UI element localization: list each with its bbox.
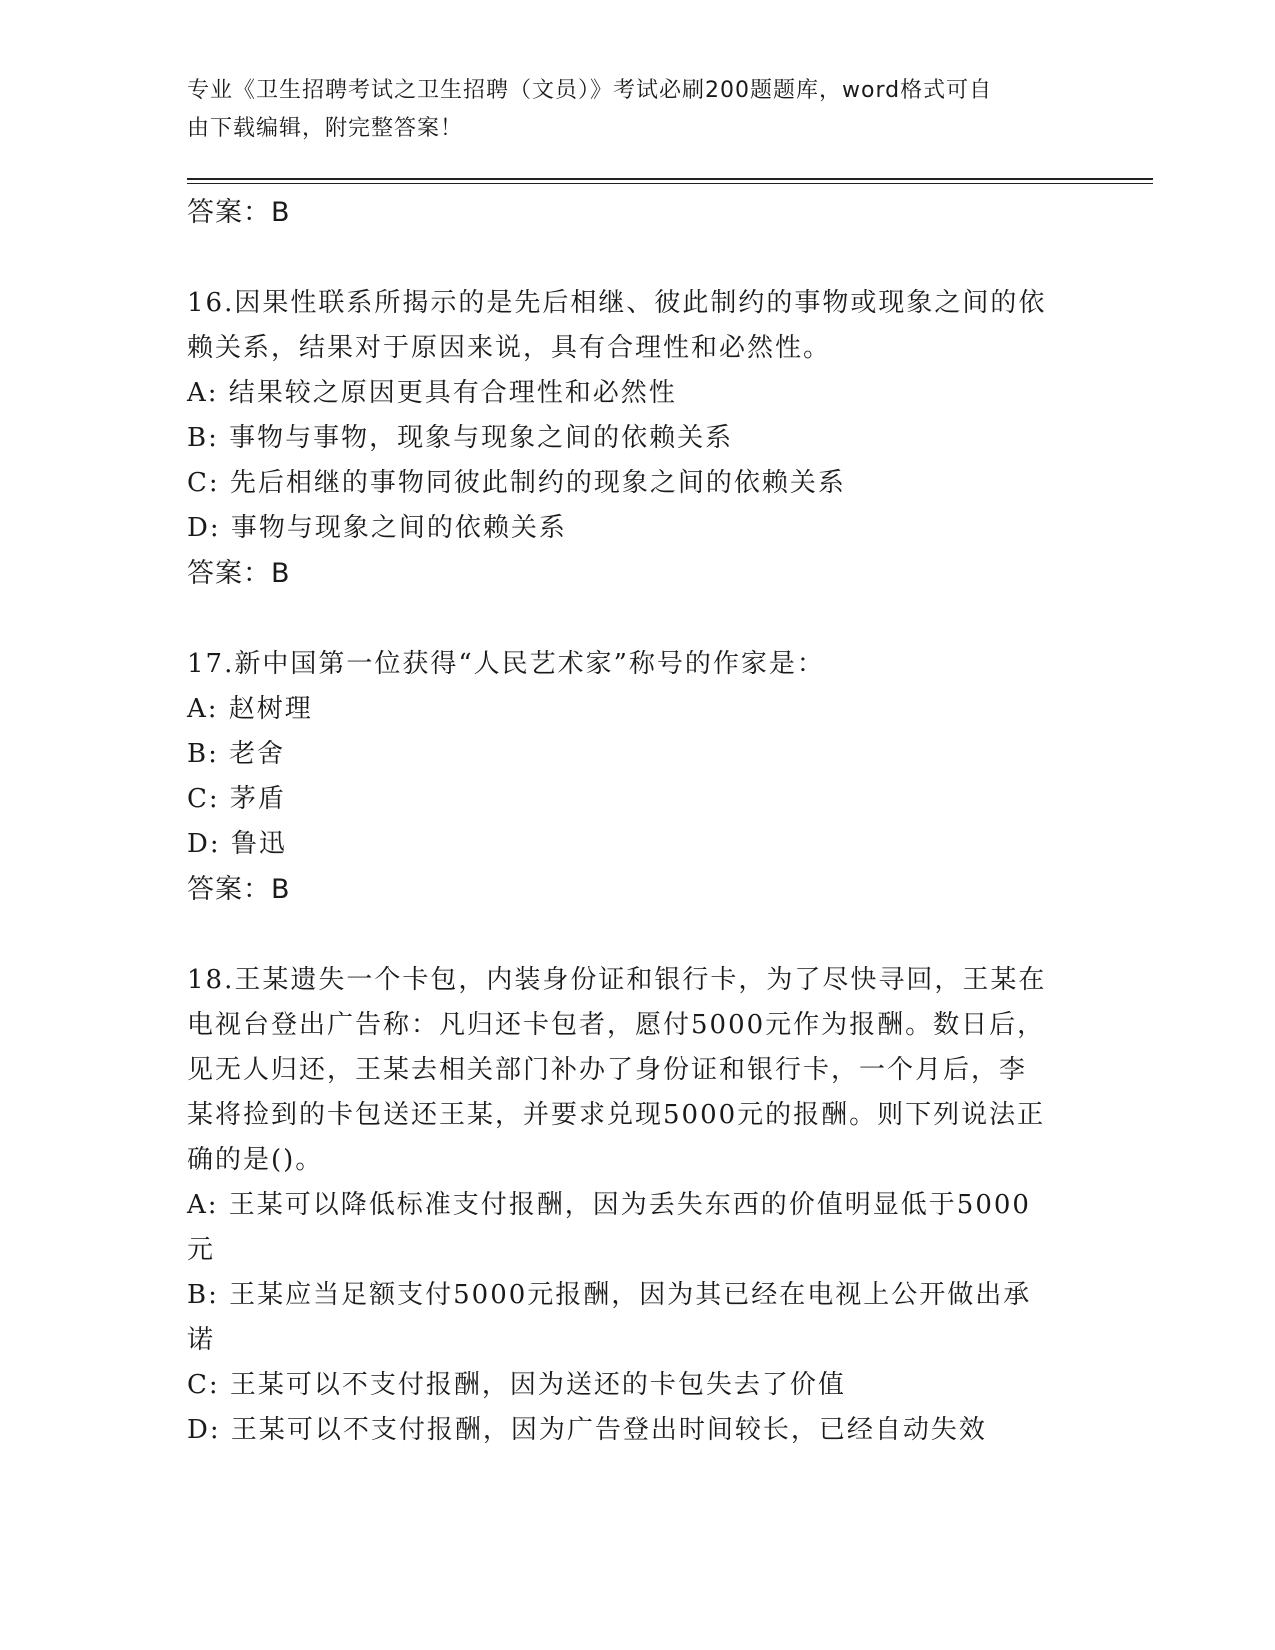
question-text: 16.因果性联系所揭示的是先后相继、彼此制约的事物或现象之间的依 bbox=[187, 288, 1047, 318]
question-16 bbox=[187, 281, 1077, 596]
option-c: C: 茅盾 bbox=[187, 784, 286, 814]
question-text: 确的是()。 bbox=[187, 1145, 324, 1175]
document-header bbox=[187, 72, 1067, 148]
option-a: A: 赵树理 bbox=[187, 694, 313, 724]
question-text: 18.王某遗失一个卡包，内装身份证和银行卡，为了尽快寻回，王某在 bbox=[187, 965, 1047, 995]
option-d: D: 事物与现象之间的依赖关系 bbox=[187, 513, 567, 543]
option-c: C: 王某可以不支付报酬，因为送还的卡包失去了价值 bbox=[187, 1370, 846, 1400]
option-d: D: 鲁迅 bbox=[187, 829, 287, 859]
option-b: B: 老舍 bbox=[187, 739, 286, 769]
option-b-continued: 诺 bbox=[187, 1325, 216, 1355]
option-a-continued: 元 bbox=[187, 1235, 216, 1265]
question-content bbox=[187, 190, 1077, 1453]
option-b: B: 事物与事物，现象与现象之间的依赖关系 bbox=[187, 423, 734, 453]
answer-line: 答案：B bbox=[187, 197, 291, 228]
question-text: 见无人归还，王某去相关部门补办了身份证和银行卡，一个月后，李 bbox=[187, 1055, 1028, 1085]
answer-line: 答案：B bbox=[187, 558, 291, 589]
question-text: 赖关系，结果对于原因来说，具有合理性和必然性。 bbox=[187, 333, 832, 363]
question-text: 某将捡到的卡包送还王某，并要求兑现5000元的报酬。则下列说法正 bbox=[187, 1100, 1046, 1130]
question-text: 17.新中国第一位获得“人民艺术家”称号的作家是： bbox=[187, 649, 825, 679]
option-b: B: 王某应当足额支付5000元报酬，因为其已经在电视上公开做出承 bbox=[187, 1280, 1032, 1310]
option-c: C: 先后相继的事物同彼此制约的现象之间的依赖关系 bbox=[187, 468, 846, 498]
question-18 bbox=[187, 958, 1077, 1453]
answer-line: 答案：B bbox=[187, 874, 291, 905]
option-a: A: 王某可以降低标准支付报酬，因为丢失东西的价值明显低于5000 bbox=[187, 1190, 1031, 1220]
option-d: D: 王某可以不支付报酬，因为广告登出时间较长，已经自动失效 bbox=[187, 1415, 987, 1445]
header-rule-thin bbox=[187, 183, 1153, 184]
question-17 bbox=[187, 642, 1077, 912]
header-line: 专业《卫生招聘考试之卫生招聘（文员）》考试必刷200题题库，word格式可自 bbox=[187, 78, 993, 103]
question-text: 电视台登出广告称：凡归还卡包者，愿付5000元作为报酬。数日后， bbox=[187, 1010, 1046, 1040]
header-rule bbox=[187, 178, 1153, 180]
option-a: A: 结果较之原因更具有合理性和必然性 bbox=[187, 378, 677, 408]
header-line: 由下载编辑，附完整答案！ bbox=[187, 116, 464, 141]
